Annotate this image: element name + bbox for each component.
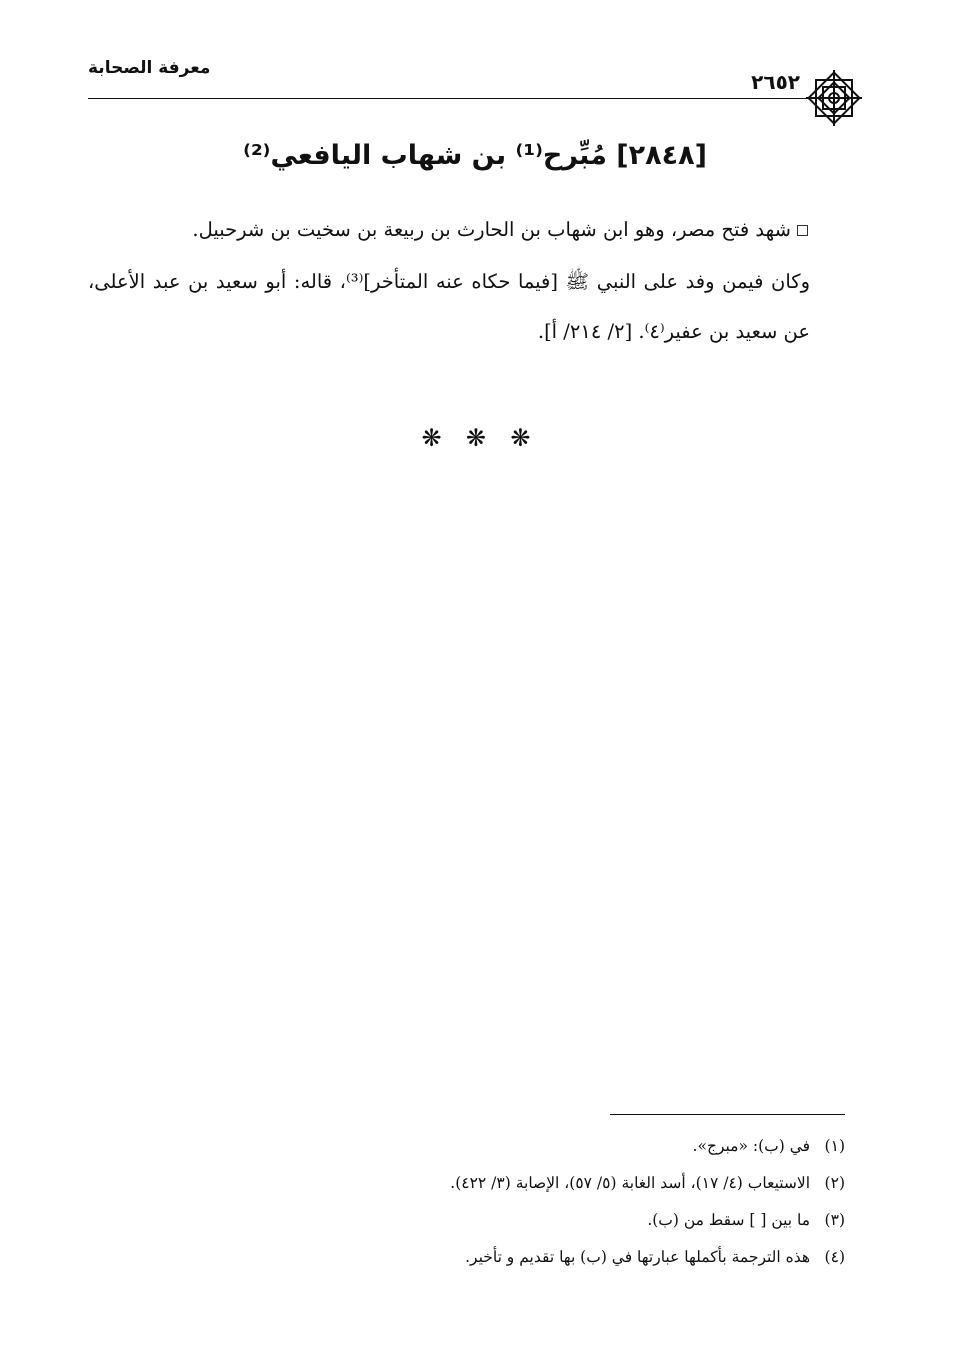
footnote [300,1128,845,1165]
footnote-text: في (ب): «مبرج». [692,1137,811,1155]
footnote-text: الاستيعاب (٤/ ١٧)، أسد الغابة (٥/ ٥٧)، الإصابة (٣/ ٤٢٢). [450,1174,811,1192]
footnotes [300,1128,845,1276]
header-rule [88,98,806,99]
paragraph-text: شهد فتح مصر، وهو ابن شهاب بن الحارث بن ربيعة بن سخيت بن شرحبيل. [192,218,791,241]
footnote [300,1202,845,1239]
section-divider: ❋ ❋ ❋ [421,424,539,452]
entry-paragraph [88,205,810,255]
footnote [300,1239,845,1276]
page-number: ٢٦٥٢ [751,70,800,94]
entry-heading: [٢٨٤٨] مُبِّرح⁽¹⁾ بن شهاب اليافعي⁽²⁾ [243,140,707,171]
footnote-marker: (٣) [824,1211,845,1229]
running-title: معرفة الصحابة [88,58,211,78]
footnote-text: هذه الترجمة بأكملها عبارتها في (ب) بها تقديم و تأخير. [465,1248,811,1266]
octagram-ornament-icon [802,66,866,130]
entry-body [88,205,810,357]
footnote-text: ما بين [ ] سقط من (ب). [647,1211,811,1229]
entry-paragraph: وكان فيمن وفد على النبي ﷺ [فيما حكاه عنه المتأخر]⁽³⁾، قاله: أبو سعيد بن عبد الأعلى، عن سعيد بن عفير⁽٤⁾. [٢/ ٢١٤/ أ]. [88,270,810,343]
footnote-marker: (٢) [824,1174,845,1192]
footnote-marker: (٤) [824,1248,845,1266]
footnote-marker: (١) [824,1137,845,1155]
footnote-rule [610,1114,845,1115]
footnote [300,1165,845,1202]
paragraph-box-icon [797,225,808,236]
